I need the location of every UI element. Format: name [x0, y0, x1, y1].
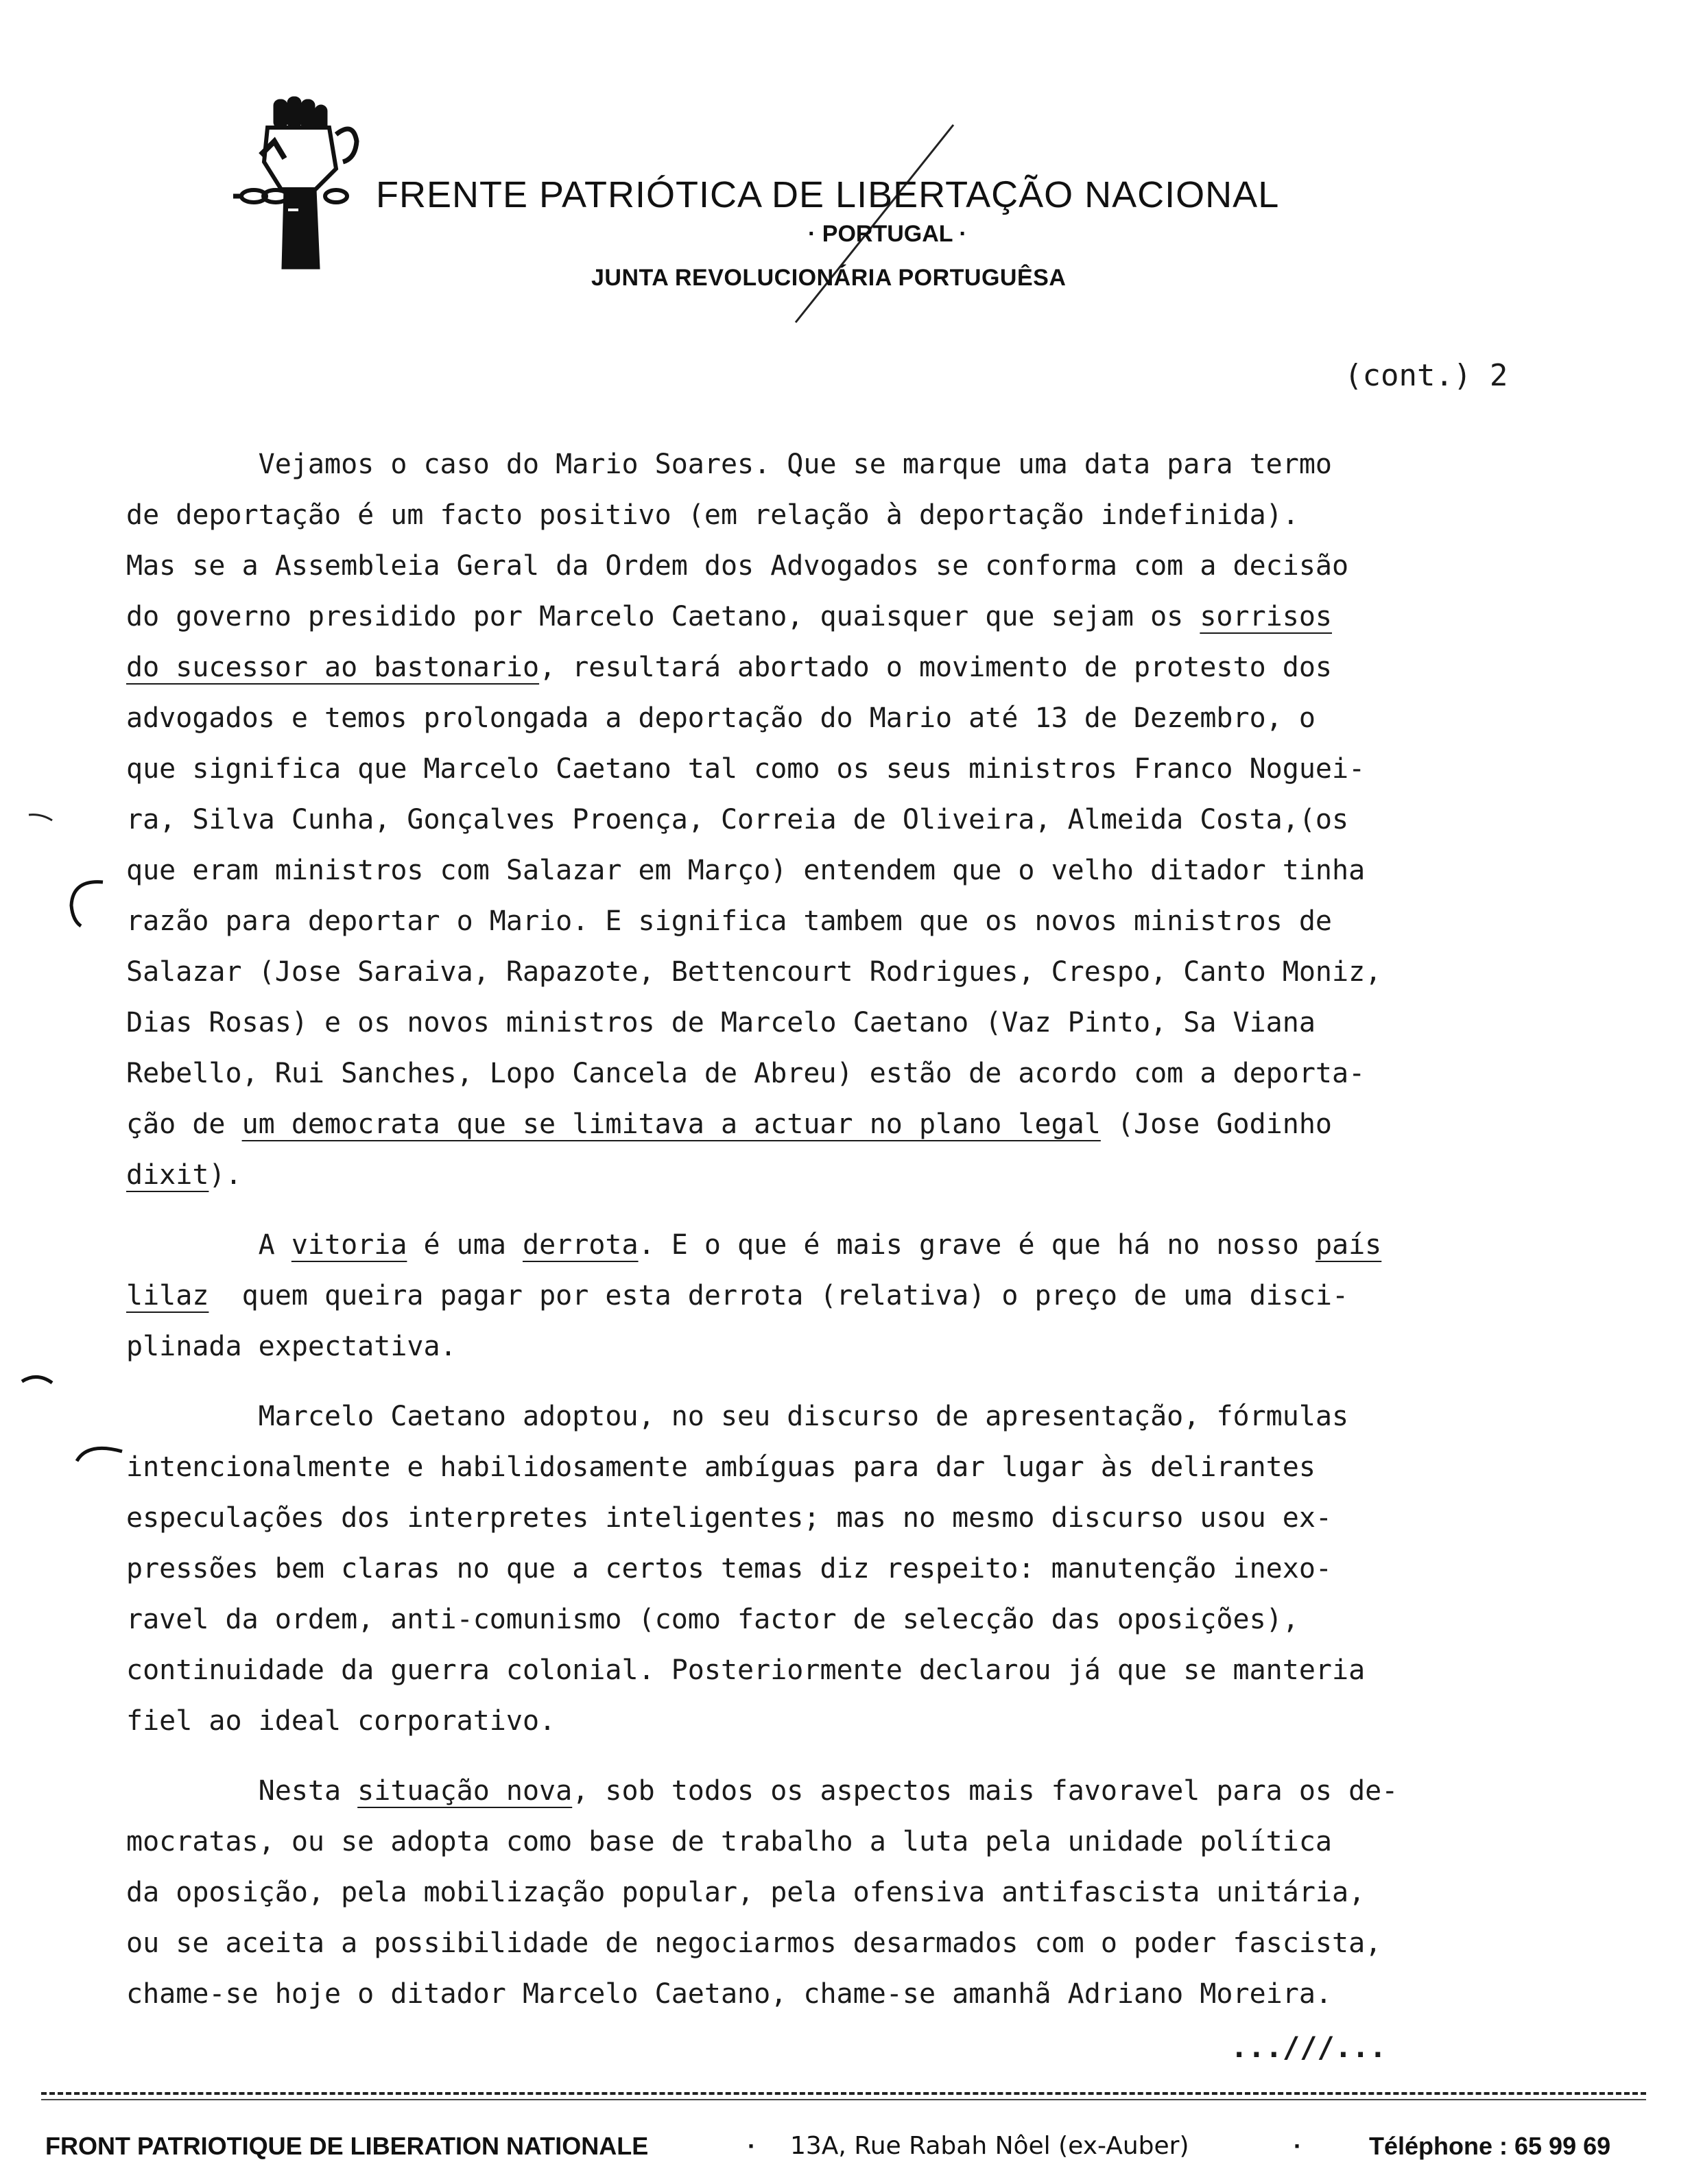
- underlined-text: do sucessor ao bastonario: [126, 652, 540, 683]
- text-segment: Salazar (Jose Saraiva, Rapazote, Bettencourt Rodrigues, Crespo, Canto Moniz,: [126, 956, 1382, 988]
- text-line: [126, 744, 1663, 794]
- page-marker: (cont.) 2: [1344, 358, 1508, 393]
- footer-organization: FRONT PATRIOTIQUE DE LIBERATION NATIONALE: [45, 2132, 649, 2160]
- underlined-text: vitoria: [291, 1229, 407, 1261]
- text-segment: Dias Rosas) e os novos ministros de Marcelo Caetano (Vaz Pinto, Sa Viana: [126, 1007, 1316, 1038]
- paragraph: [126, 439, 1663, 1200]
- text-segment: é uma: [407, 1229, 523, 1261]
- text-segment: quem queira pagar por esta derrota (relativa) o preço de uma disci-: [209, 1280, 1349, 1311]
- underlined-text: dixit: [126, 1159, 209, 1191]
- text-line: [126, 1766, 1663, 1816]
- text-line: [126, 1969, 1663, 2019]
- text-line: [126, 997, 1663, 1048]
- margin-bracket-mark: [74, 1438, 129, 1469]
- paragraph-gap: [126, 1746, 1663, 1766]
- text-line: [126, 1918, 1663, 1969]
- text-line: [126, 1099, 1663, 1150]
- text-segment: . E o que é mais grave é que há no nosso: [638, 1229, 1316, 1261]
- footer-divider: [41, 2099, 1646, 2100]
- paragraph-gap: [126, 1372, 1663, 1391]
- raised-fist-broken-chain-icon: [233, 93, 384, 275]
- text-line: [126, 1493, 1663, 1543]
- text-line: [126, 642, 1663, 693]
- continuation-mark: ...///...: [1230, 2030, 1387, 2064]
- underlined-text: um democrata que se limitava a actuar no plano legal: [241, 1108, 1101, 1140]
- text-segment: Rebello, Rui Sanches, Lopo Cancela de Abreu) estão de acordo com a deporta-: [126, 1058, 1366, 1089]
- organization-subtitle: JUNTA REVOLUCIONÁRIA PORTUGUÊSA: [591, 265, 1067, 291]
- organization-country: · PORTUGAL ·: [808, 221, 967, 247]
- text-line: [126, 1220, 1663, 1270]
- underlined-text: sorrisos: [1200, 601, 1332, 632]
- text-segment: plinada expectativa.: [126, 1331, 457, 1362]
- text-line: [126, 1594, 1663, 1645]
- text-segment: fiel ao ideal corporativo.: [126, 1705, 556, 1737]
- text-line: [126, 541, 1663, 591]
- text-line: [126, 1442, 1663, 1493]
- text-segment: advogados e temos prolongada a deportação do Mario até 13 de Dezembro, o: [126, 702, 1316, 734]
- text-segment: Mas se a Assembleia Geral da Ordem dos Advogados se conforma com a decisão: [126, 550, 1349, 582]
- underlined-text: situação nova: [357, 1775, 573, 1807]
- paragraph: [126, 1220, 1663, 1372]
- text-segment: ou se aceita a possibilidade de negociarmos desarmados com o poder fascista,: [126, 1927, 1382, 1959]
- text-segment: (Jose Godinho: [1100, 1108, 1332, 1140]
- text-line: [126, 1150, 1663, 1200]
- letter-body: [126, 439, 1663, 2019]
- footer-separator: ·: [1294, 2132, 1302, 2160]
- text-line: [126, 439, 1663, 490]
- text-segment: Nesta: [126, 1775, 358, 1807]
- text-line: [126, 591, 1663, 642]
- text-segment: da oposição, pela mobilização popular, pela ofensiva antifascista unitária,: [126, 1877, 1366, 1908]
- text-line: [126, 896, 1663, 947]
- text-segment: ravel da ordem, anti-comunismo (como factor de selecção das oposições),: [126, 1604, 1299, 1635]
- text-segment: de deportação é um facto positivo (em relação à deportação indefinida).: [126, 499, 1299, 531]
- text-segment: continuidade da guerra colonial. Posteriormente declarou já que se manteria: [126, 1654, 1366, 1686]
- paragraph: [126, 1391, 1663, 1746]
- text-segment: razão para deportar o Mario. E significa tambem que os novos ministros de: [126, 905, 1332, 937]
- footer-separator: ·: [748, 2132, 756, 2160]
- text-line: [126, 1543, 1663, 1594]
- text-line: [126, 1270, 1663, 1321]
- text-line: [126, 1867, 1663, 1918]
- text-segment: Vejamos o caso do Mario Soares. Que se marque uma data para termo: [126, 449, 1332, 480]
- footer-address: 13A, Rue Rabah Nôel (ex-Auber): [790, 2132, 1189, 2160]
- text-segment: , resultará abortado o movimento de protesto dos: [539, 652, 1332, 683]
- organization-title: FRENTE PATRIÓTICA DE LIBERTAÇÃO NACIONAL: [376, 174, 1280, 215]
- footer-divider: [41, 2092, 1646, 2095]
- text-line: [126, 1321, 1663, 1372]
- underlined-text: país: [1315, 1229, 1382, 1261]
- footer-telephone: Téléphone : 65 99 69: [1369, 2132, 1611, 2160]
- underlined-text: derrota: [522, 1229, 639, 1261]
- text-segment: chame-se hoje o ditador Marcelo Caetano, chame-se amanhã Adriano Moreira.: [126, 1978, 1332, 2010]
- text-segment: , sob todos os aspectos mais favoravel para os de-: [572, 1775, 1399, 1807]
- text-segment: A: [126, 1229, 291, 1261]
- text-line: [126, 794, 1663, 845]
- text-line: [126, 845, 1663, 896]
- text-segment: ).: [209, 1159, 242, 1191]
- text-segment: ra, Silva Cunha, Gonçalves Proença, Correia de Oliveira, Almeida Costa,(os: [126, 804, 1349, 835]
- text-line: [126, 1645, 1663, 1696]
- text-line: [126, 490, 1663, 541]
- text-line: [126, 693, 1663, 744]
- margin-tick-mark: [21, 1372, 55, 1392]
- paragraph-gap: [126, 1200, 1663, 1220]
- text-segment: que eram ministros com Salazar em Março) entendem que o velho ditador tinha: [126, 855, 1366, 886]
- footer: [45, 2132, 1664, 2166]
- text-line: [126, 1048, 1663, 1099]
- paragraph: [126, 1766, 1663, 2019]
- text-segment: mocratas, ou se adopta como base de trabalho a luta pela unidade política: [126, 1826, 1332, 1857]
- text-line: [126, 1696, 1663, 1746]
- text-segment: intencionalmente e habilidosamente ambíguas para dar lugar às delirantes: [126, 1451, 1316, 1483]
- text-segment: ção de: [126, 1108, 242, 1140]
- text-segment: pressões bem claras no que a certos temas diz respeito: manutenção inexo-: [126, 1553, 1332, 1584]
- underlined-text: lilaz: [126, 1280, 209, 1311]
- margin-tick-mark: [27, 811, 55, 828]
- text-line: [126, 947, 1663, 997]
- text-segment: Marcelo Caetano adoptou, no seu discurso de apresentação, fórmulas: [126, 1401, 1349, 1432]
- text-segment: que significa que Marcelo Caetano tal como os seus ministros Franco Noguei-: [126, 753, 1366, 785]
- text-line: [126, 1816, 1663, 1867]
- margin-bracket-mark: [66, 878, 107, 936]
- text-line: [126, 1391, 1663, 1442]
- text-segment: especulações dos interpretes inteligentes; mas no mesmo discurso usou ex-: [126, 1502, 1332, 1534]
- text-segment: do governo presidido por Marcelo Caetano, quaisquer que sejam os: [126, 601, 1200, 632]
